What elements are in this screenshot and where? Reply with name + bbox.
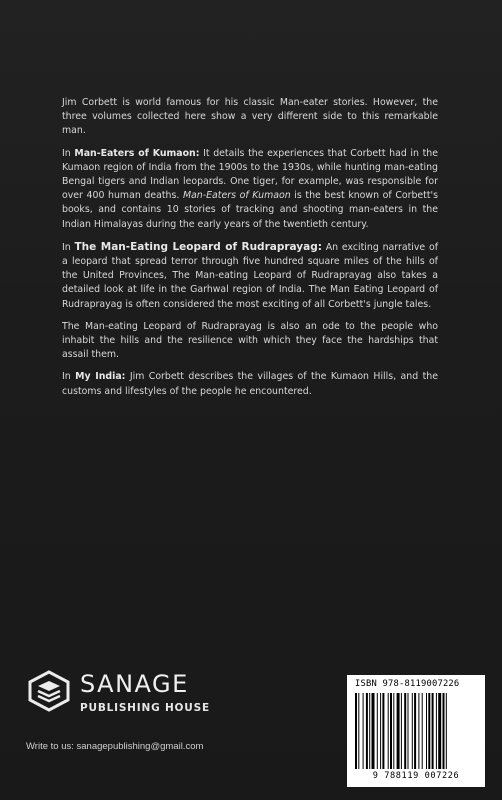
intro-paragraph: Jim Corbett is world famous for his classic Man-eater stories. However, the three volumes collected here show a very different side to this remarkable man. — [62, 97, 438, 137]
book-title-my-india: My India: — [75, 371, 126, 383]
publisher-contact: Write to us: sanagepublishing@gmail.com — [26, 741, 204, 752]
paragraph-text: It details the experiences that Corbett had in the Kumaon region of India from the 1900s to the 1930s, while hunting man-eating Bengal tigers and Indian leopards. One tiger, for example, was responsible for over 400 human deaths. — [62, 147, 438, 202]
paragraph-prefix: In — [62, 147, 75, 159]
barcode-bars — [353, 693, 479, 771]
man-eaters-of-kumaon-paragraph — [62, 147, 438, 232]
book-title-man-eating-leopard: The Man-Eating Leopard of Rudraprayag: — [74, 240, 322, 253]
isbn-text: ISBN 978-8119007226 — [355, 679, 460, 689]
publisher-subtitle: PUBLISHING HOUSE — [80, 702, 210, 714]
paragraph-text: An exciting narrative of a leopard that spread terror through five hundred square miles of the hills of the United Provinces, The Man-eating Leopard of Rudraprayag also takes a detailed look at life in the Garhwal region of India. The Man Eating Leopard of Rudraprayag is often considered the most exciting of all Corbett's jungle tales. — [62, 241, 438, 310]
paragraph-text: Jim Corbett describes the villages of the Kumaon Hills, and the customs and lifestyles of the people he encountered. — [62, 371, 438, 397]
man-eating-leopard-paragraph — [62, 240, 438, 312]
book-title-italic: Man-Eaters of Kumaon — [182, 190, 291, 202]
isbn-barcode — [347, 675, 485, 787]
publisher-logo — [26, 668, 226, 728]
paragraph-prefix: In — [62, 371, 76, 383]
publisher-name: SANAGE — [80, 670, 189, 698]
my-india-paragraph — [62, 370, 438, 398]
paragraph-text: is the best known of Corbett's books, and contains 10 stories of tracking and shooting man-eaters in the Indian Himalayas during the early years of the twentieth century. — [62, 190, 438, 230]
back-cover-blurb — [62, 96, 438, 407]
ode-paragraph: The Man-eating Leopard of Rudraprayag is also an ode to the people who inhabit the hills and the resilience with which they face the hardships that assail them. — [62, 320, 438, 361]
book-title-man-eaters-of-kumaon: Man-Eaters of Kumaon: — [74, 147, 200, 159]
barcode-number: 9 788119 007226 — [372, 771, 460, 781]
paragraph-prefix: In — [62, 241, 75, 253]
book-stack-icon — [26, 668, 72, 714]
